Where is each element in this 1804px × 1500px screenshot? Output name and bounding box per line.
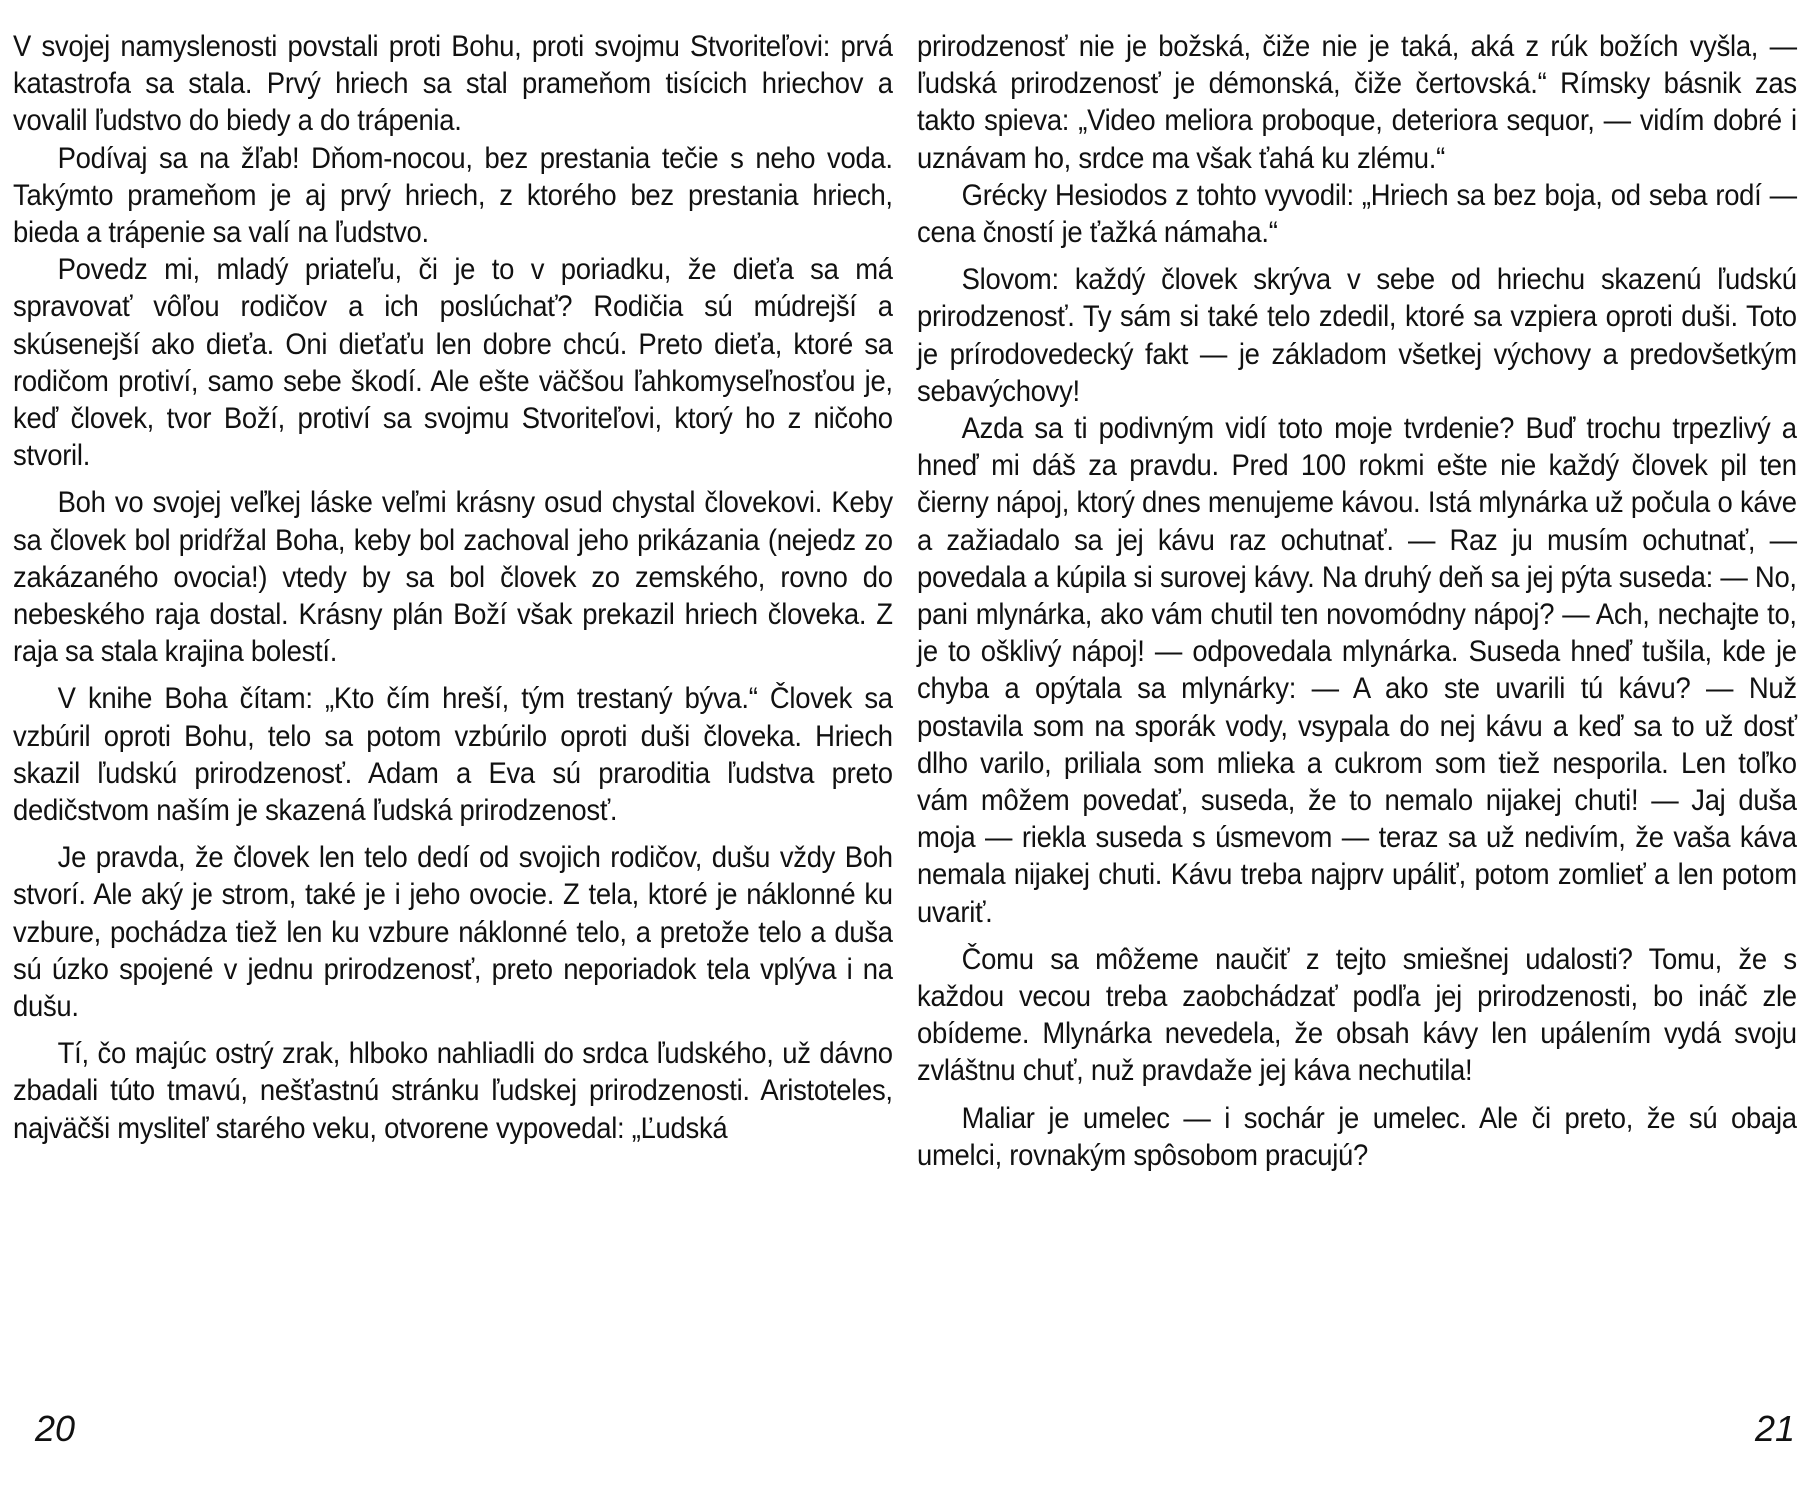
page-number: 20 <box>35 1408 76 1449</box>
paragraph: Je pravda, že človek len telo dedí od svojich rodičov, dušu vždy Boh stvorí. Ale aký je strom, také je i jeho ovocie. Z tela, ktoré je náklonné ku vzbure, pochádza tiež len ku vzbure náklonné telo, a pretože telo a duša sú úzko spojené v jednu prirodzenosť, preto neporiadok tela vplýva i na dušu. <box>13 841 893 1024</box>
paragraph: Čomu sa môžeme naučiť z tejto smiešnej udalosti? Tomu, že s každou vecou treba zaobchádzať podľa jej prirodzenosti, bo ináč zle obídeme. Mlynárka nevedela, že obsah kávy len upálením vydá svoju zvláštnu chuť, nuž pravdaže jej káva nechutila! <box>917 942 1797 1088</box>
paragraph: V knihe Boha čítam: „Kto čím hreší, tým trestaný býva.“ Človek sa vzbúril oproti Bohu, telo sa potom vzbúrilo oproti duši človeka. Hriech skazil ľudskú prirodzenosť. Adam a Eva sú praroditia ľudstva preto dedičstvom naším je skazená ľudská prirodzenosť. <box>13 682 893 828</box>
right-page <box>917 28 1797 1468</box>
paragraph: Povedz mi, mladý priateľu, či je to v poriadku, že dieťa sa má spravovať vôľou rodičov a ich poslúchať? Rodičia sú múdrejší a skúsenejší ako dieťa. Oni dieťaťu len dobre chcú. Preto dieťa, ktoré sa rodičom protiví, samo sebe škodí. Ale ešte väčšou ľahkomyseľnosťou je, keď človek, tvor Boží, protiví sa svojmu Stvoriteľovi, ktorý ho z ničoho stvoril. <box>13 253 893 473</box>
paragraph: V svojej namyslenosti povstali proti Bohu, proti svojmu Stvoriteľovi: prvá katastrofa sa stala. Prvý hriech sa stal prameňom tisícich hriechov a vovalil ľudstvo do biedy a do trápenia. <box>13 30 893 138</box>
paragraph: Azda sa ti podivným vidí toto moje tvrdenie? Buď trochu trpezlivý a hneď mi dáš za pravdu. Pred 100 rokmi ešte nie každý človek pil ten čierny nápoj, ktorý dnes menujeme kávou. Istá mlynárka už počula o káve a zažiadalo sa jej kávu raz ochutnať. — Raz ju musím ochutnať, — povedala a kúpila si surovej kávy. Na druhý deň sa jej pýta suseda: — No, pani mlynárka, ako vám chutil ten novomódny nápoj? — Ach, nechajte to, je to ošklivý nápoj! — odpovedala mlynárka. Suseda hneď tušila, kde je chyba a opýtala sa mlynárky: — A ako ste uvarili tú kávu? — Nuž postavila som na sporák vody, vsypala do nej kávu a keď sa to už dosť dlho varilo, priliala som mlieka a cukrom som tiež nesporila. Len toľko vám môžem povedať, suseda, že to nemalo nijakej chuti! — Jaj duša moja — riekla suseda s úsmevom — teraz sa už nedivím, že vaša káva nemala nijakej chuti. Kávu treba najprv upáliť, potom zomlieť a len potom uvariť. <box>917 412 1797 929</box>
left-page <box>13 28 893 1468</box>
paragraph: Boh vo svojej veľkej láske veľmi krásny osud chystal človekovi. Keby sa človek bol pridŕžal Boha, keby bol zachoval jeho prikázania (nejedz zo zakázaného ovocia!) vtedy by sa bol človek zo zemského, rovno do nebeského raja dostal. Krásny plán Boží však prekazil hriech človeka. Z raja sa stala krajina bolestí. <box>13 486 893 669</box>
paragraph: Podívaj sa na žľab! Dňom-nocou, bez prestania tečie s neho voda. Takýmto prameňom je aj prvý hriech, z ktorého bez prestania hriech, bieda a trápenie sa valí na ľudstvo. <box>13 141 893 250</box>
page-number: 21 <box>1754 1408 1795 1449</box>
paragraph: prirodzenosť nie je božská, čiže nie je taká, aká z rúk božích vyšla, — ľudská prirodzenosť je démonská, čiže čertovská.“ Rímsky básnik zas takto spieva: „Video meliora proboque, deteriora sequor, — vidím dobré i uznávam ho, srdce ma však ťahá ku zlému.“ <box>917 30 1797 175</box>
left-page-text <box>13 28 893 1147</box>
paragraph: Tí, čo majúc ostrý zrak, hlboko nahliadli do srdca ľudského, už dávno zbadali túto tmavú, nešťastnú stránku ľudskej prirodzenosti. Aristoteles, najväčši mysliteľ starého veku, otvorene vypovedal: „Ľudská <box>13 1037 893 1145</box>
paragraph: Grécky Hesiodos z tohto vyvodil: „Hriech sa bez boja, od seba rodí — cena čností je ťažká námaha.“ <box>917 178 1797 250</box>
paragraph: Maliar je umelec — i sochár je umelec. Ale či preto, že sú obaja umelci, rovnakým spôsobom pracujú? <box>917 1101 1797 1172</box>
paragraph: Slovom: každý človek skrýva v sebe od hriechu skazenú ľudskú prirodzenosť. Ty sám si také telo zdedil, ktoré sa vzpiera oproti duši. Toto je prírodovedecký fakt — je základom všetkej výchovy a predovšetkým sebavýchovy! <box>917 263 1797 408</box>
right-page-text <box>917 28 1797 1174</box>
